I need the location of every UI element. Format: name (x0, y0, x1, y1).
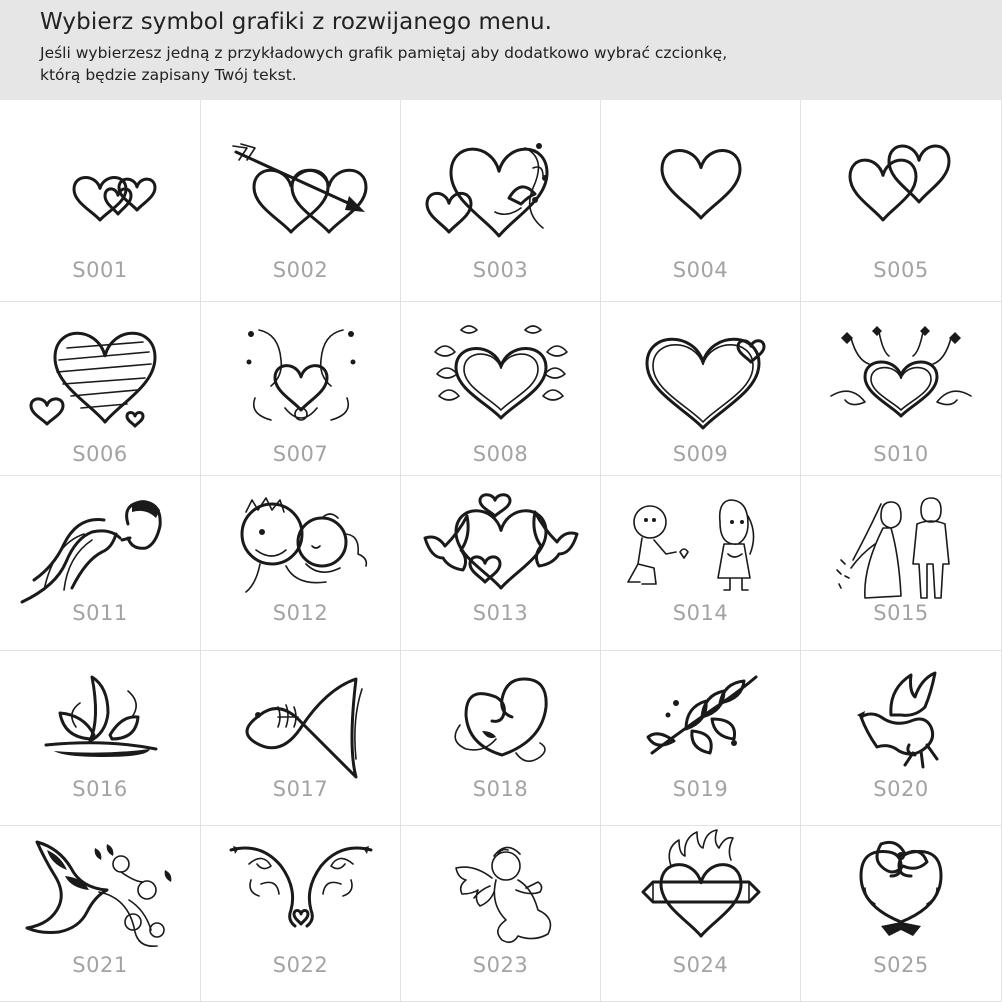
symbol-option-s008[interactable] (401, 302, 601, 476)
floral-heart-icon (821, 322, 981, 432)
symbol-option-s006[interactable] (0, 302, 201, 476)
lotus-ornament-icon (40, 673, 160, 773)
symbol-code: S011 (72, 601, 128, 625)
kissing-kids-icon (226, 494, 376, 604)
symbol-option-s013[interactable] (401, 476, 601, 651)
doves-and-hearts-icon (419, 494, 583, 604)
symbol-code: S003 (472, 258, 529, 282)
bride-and-groom-icon (831, 494, 971, 604)
symbol-code: S023 (472, 953, 529, 977)
symbol-code: S012 (272, 601, 329, 625)
symbol-code: S010 (873, 442, 929, 466)
instructions-header (0, 0, 1002, 100)
flying-dove-icon (851, 673, 951, 773)
symbol-code: S002 (272, 258, 329, 282)
hearts-with-arrow-icon (231, 138, 371, 238)
symbol-code: S019 (672, 777, 729, 801)
symbol-code: S018 (472, 777, 529, 801)
symbol-option-s020[interactable] (801, 651, 1002, 826)
symbol-option-s010[interactable] (801, 302, 1002, 476)
symbol-code: S009 (672, 442, 729, 466)
phoenix-roses-icon (25, 840, 175, 960)
flourish-heart-icon (221, 840, 381, 940)
double-line-heart-icon (631, 322, 771, 432)
symbol-code: S013 (472, 601, 529, 625)
interlocked-hearts-icon (821, 138, 981, 228)
symbol-option-s012[interactable] (201, 476, 401, 651)
symbol-code: S001 (72, 258, 128, 282)
sketched-heart-icon (25, 322, 175, 432)
header-note-line-1: Jeśli wybierzesz jedną z przykładowych grafik pamiętaj aby dodatkowo wybrać czcionkę, (40, 44, 728, 62)
symbol-code: S006 (72, 442, 128, 466)
symbol-option-s011[interactable] (0, 476, 201, 651)
hearts-with-bird-icon (421, 138, 581, 238)
header-note-line-2: którą będzie zapisany Twój tekst. (40, 66, 297, 84)
symbol-code: S004 (672, 258, 729, 282)
symbol-option-s004[interactable] (601, 100, 801, 302)
proposal-icon (626, 494, 776, 604)
paisley-heart-icon (421, 322, 581, 432)
symbol-code: S007 (272, 442, 329, 466)
symbol-code: S022 (272, 953, 329, 977)
two-small-hearts-icon (25, 138, 175, 238)
symbol-option-s009[interactable] (601, 302, 801, 476)
symbol-option-s003[interactable] (401, 100, 601, 302)
flaming-heart-banner-icon (641, 840, 761, 950)
symbol-code: S005 (873, 258, 929, 282)
symbol-grid (0, 100, 1002, 1002)
heart-outline-icon (621, 138, 781, 228)
symbol-option-s005[interactable] (801, 100, 1002, 302)
symbol-option-s023[interactable] (401, 826, 601, 1002)
symbol-code: S024 (672, 953, 729, 977)
symbol-option-s001[interactable] (0, 100, 201, 302)
symbol-option-s014[interactable] (601, 476, 801, 651)
header-title: Wybierz symbol grafiki z rozwijanego menu. (40, 9, 553, 35)
symbol-option-s018[interactable] (401, 651, 601, 826)
symbol-option-s016[interactable] (0, 651, 201, 826)
ichthys-fish-icon (236, 673, 366, 773)
ornamental-heart-icon (221, 322, 381, 432)
symbol-code: S025 (873, 953, 929, 977)
symbol-option-s021[interactable] (0, 826, 201, 1002)
symbol-option-s017[interactable] (201, 651, 401, 826)
symbol-option-s019[interactable] (601, 651, 801, 826)
symbol-code: S016 (72, 777, 128, 801)
symbol-option-s002[interactable] (201, 100, 401, 302)
symbol-option-s015[interactable] (801, 476, 1002, 651)
symbol-code: S008 (472, 442, 529, 466)
symbol-code: S021 (72, 953, 128, 977)
symbol-option-s022[interactable] (201, 826, 401, 1002)
cupid-icon (446, 840, 556, 950)
symbol-code: S015 (873, 601, 929, 625)
symbol-code: S020 (873, 777, 929, 801)
symbol-option-s025[interactable] (801, 826, 1002, 1002)
leaf-branch-icon (646, 673, 756, 773)
symbol-code: S014 (672, 601, 729, 625)
kissing-couple-icon (20, 494, 180, 604)
symbol-option-s007[interactable] (201, 302, 401, 476)
flower-heart-icon (851, 840, 951, 940)
symbol-option-s024[interactable] (601, 826, 801, 1002)
symbol-code: S017 (272, 777, 329, 801)
swirl-heart-icon (446, 673, 556, 773)
